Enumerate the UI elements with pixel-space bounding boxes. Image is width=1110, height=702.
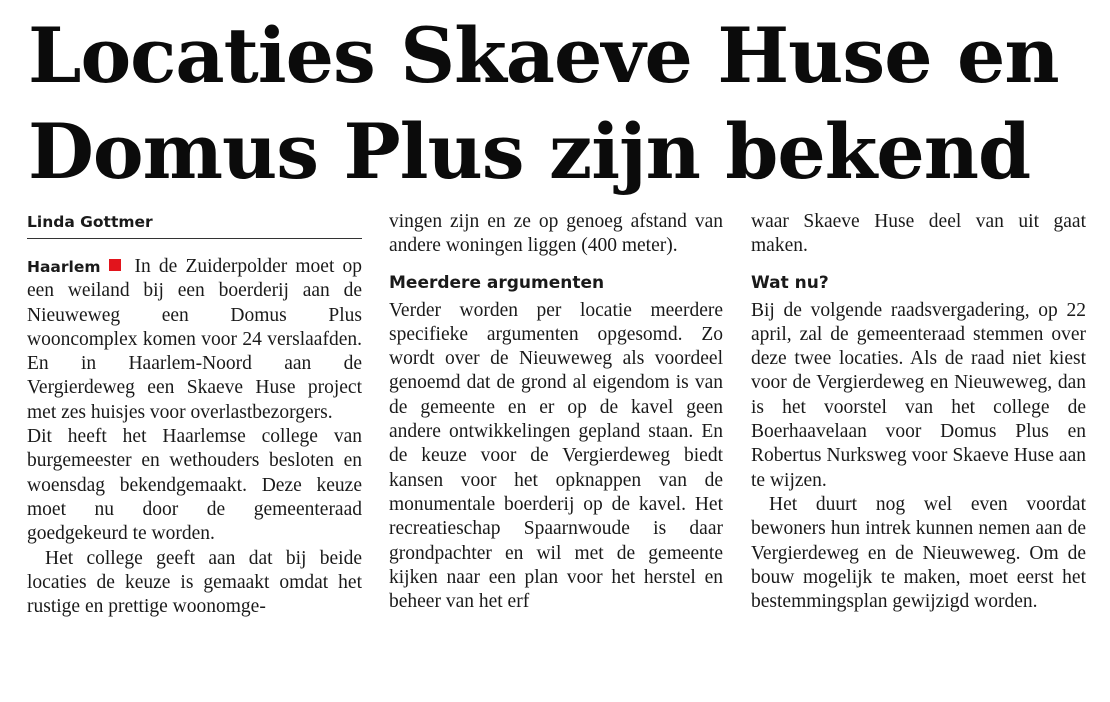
paragraph: Het college geeft aan dat bij beide locaties de keuze is gemaakt omdat het rustige en prettige woonomge-	[27, 547, 362, 618]
headline-line-2: Domus Plus zijn bekend	[28, 107, 1031, 196]
paragraph-intro-text: In de Zuiderpolder moet op een weiland bij een boerderij aan de Nieuweweg een Domus Plus wooncomplex komen voor 24 verslaafden. En in Haarlem-Noord aan de Vergierdeweg een Skaeve Huse project met zes huisjes voor overlastbezorgers.	[27, 256, 362, 423]
column-1	[27, 210, 362, 619]
subheading: Wat nu?	[751, 272, 829, 293]
paragraph: Dit heeft het Haarlemse college van burgemeester en wethouders besloten en woensdag bekendgemaakt. Deze keuze moet nu door de gemeenteraad goedgekeurd te worden.	[27, 426, 362, 545]
byline: Linda Gottmer	[27, 212, 362, 239]
column-3	[751, 210, 1086, 614]
paragraph: Verder worden per locatie meerdere specifieke argumenten opgesomd. Zo wordt over de Nieuweweg als voordeel genoemd dat de grond al eigendom is van de gemeente en er op de kavel geen andere ontwikkelingen gepland staan. En de keuze voor de Vergierdeweg biedt kansen voor het opknappen van de monumentale boerderij op de kavel. Het recreatieschap Spaarnwoude is daar grondpachter en wil met de gemeente kijken naar een plan voor het herstel en beheer van het erf	[389, 299, 723, 613]
paragraph: waar Skaeve Huse deel van uit gaat maken.	[751, 211, 1086, 257]
paragraph: Bij de volgende raadsvergadering, op 22 april, zal de gemeenteraad stemmen over deze twee locaties. Als de raad niet kiest voor de Vergierdeweg en Nieuweweg, dan is het voorstel van het college de Boerhaavelaan voor Domus Plus en Robertus Nurksweg voor Skaeve Huse aan te wijzen.	[751, 299, 1086, 491]
column-2	[389, 210, 723, 614]
headline	[28, 8, 1098, 200]
subheading: Meerdere argumenten	[389, 272, 605, 293]
headline-line-1: Locaties Skaeve Huse en	[28, 11, 1059, 100]
dateline: Haarlem	[27, 258, 101, 276]
paragraph: Het duurt nog wel even voordat bewoners hun intrek kunnen nemen aan de Vergierdeweg en de Nieuweweg. Om de bouw mogelijk te maken, moet eerst het bestemmingsplan gewijzigd worden.	[751, 493, 1086, 613]
paragraph: vingen zijn en ze op genoeg afstand van andere woningen liggen (400 meter).	[389, 211, 723, 257]
red-square-icon	[109, 259, 121, 271]
paragraph-intro	[27, 255, 362, 425]
